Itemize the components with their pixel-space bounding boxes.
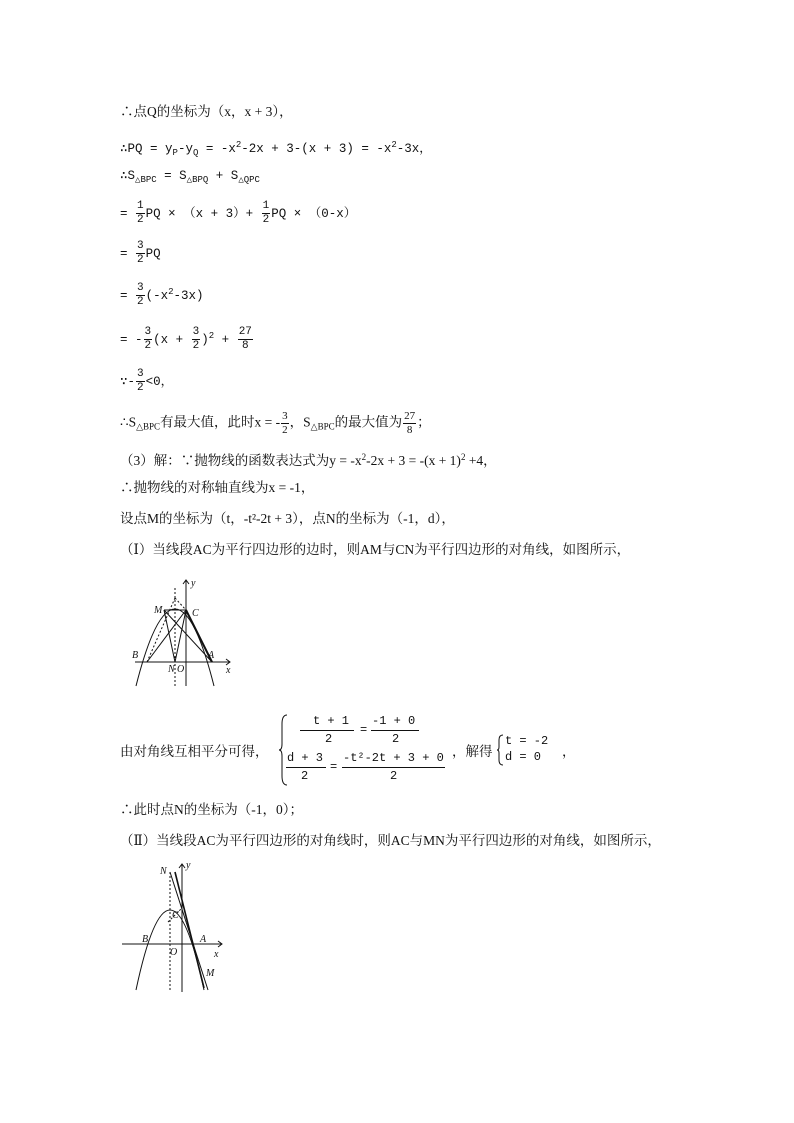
superscript: 2 bbox=[235, 140, 242, 150]
line-area-expand bbox=[120, 200, 356, 227]
fraction: $\frac{3}{2}$ bbox=[282, 410, 288, 436]
text: ，S bbox=[289, 414, 311, 430]
text: + bbox=[214, 332, 237, 347]
label-y: y bbox=[191, 578, 196, 589]
dashed-helper-2 bbox=[175, 598, 186, 610]
text: （3）解：∵抛物线的函数表达式为y = -x bbox=[120, 453, 362, 468]
text: +4， bbox=[465, 453, 497, 468]
text: ，解得 bbox=[452, 744, 493, 759]
label-x: x bbox=[226, 665, 231, 676]
eq1-right-den: 2 bbox=[392, 732, 400, 746]
line-diagonal-bisect bbox=[120, 743, 269, 761]
fraction: $\frac{3}{2}$ bbox=[137, 368, 144, 394]
text: ∴PQ = y bbox=[120, 142, 173, 156]
text: + S bbox=[208, 169, 239, 183]
eq2-eq: = bbox=[330, 760, 338, 774]
subscript: △BPC bbox=[136, 421, 161, 432]
segment-mn bbox=[164, 610, 175, 662]
label-c: C bbox=[172, 910, 179, 921]
line-case-one bbox=[120, 541, 630, 559]
fraction: $\frac{3}{2}$ bbox=[144, 326, 152, 352]
solve-label bbox=[452, 743, 493, 761]
label-o: O bbox=[170, 947, 178, 958]
text: 由对角线互相平分可得， bbox=[120, 744, 269, 759]
text: （Ⅰ）当线段AC为平行四边形的边时，则AM与CN为平行四边形的对角线，如图所示， bbox=[120, 542, 631, 557]
subscript: △BPC bbox=[135, 175, 157, 185]
label-x: x bbox=[214, 949, 219, 960]
eq2-left-num: d + 3 bbox=[287, 751, 324, 765]
line-substitute bbox=[120, 282, 204, 309]
text: -2x + 3-(x + 3) = -x bbox=[241, 142, 392, 156]
text: PQ × （x + 3）+ bbox=[145, 206, 261, 221]
text: ∴点Q的坐标为（x，x + 3）， bbox=[120, 104, 293, 119]
text: 设点M的坐标为（t，-t²-2t + 3），点N的坐标为（-1，d）， bbox=[120, 511, 455, 526]
label-c: C bbox=[192, 608, 199, 619]
eq1-right-bar bbox=[371, 730, 419, 731]
text: ； bbox=[417, 414, 431, 430]
label-n: N bbox=[160, 866, 167, 877]
fraction: $\frac{3}{2}$ bbox=[137, 240, 144, 266]
solve-comma bbox=[562, 743, 576, 761]
eq1-left-num: t + 1 bbox=[313, 714, 350, 728]
text: 的最大值为 bbox=[334, 414, 403, 430]
text: (x + bbox=[153, 332, 191, 347]
text: （Ⅱ）当线段AC为平行四边形的对角线时，则AC与MN为平行四边形的对角线，如图所示， bbox=[120, 833, 661, 848]
eq1-eq: = bbox=[360, 723, 368, 737]
solution-brace bbox=[496, 734, 504, 766]
eq2-right-num: -t²-2t + 3 + 0 bbox=[343, 751, 444, 765]
eq1-right-num: -1 + 0 bbox=[372, 714, 416, 728]
eq2-left-den: 2 bbox=[301, 769, 309, 783]
superscript: 2 bbox=[168, 286, 174, 297]
superscript: 2 bbox=[460, 452, 466, 462]
label-m: M bbox=[154, 605, 163, 616]
text: = bbox=[120, 288, 136, 303]
parabola-figure-one bbox=[130, 576, 235, 694]
line-pq-length bbox=[120, 136, 432, 162]
subscript: Q bbox=[192, 148, 199, 158]
text: PQ × （0-x） bbox=[271, 206, 357, 221]
text: = -x bbox=[198, 142, 236, 156]
label-b: B bbox=[132, 650, 139, 661]
text: = bbox=[120, 246, 136, 261]
line-case-two bbox=[120, 832, 661, 850]
label-o: O bbox=[177, 664, 185, 675]
line-set-points bbox=[120, 510, 455, 528]
fraction: $\frac{3}{2}$ bbox=[192, 326, 200, 352]
superscript: 2 bbox=[208, 330, 215, 341]
eq1-left-bar bbox=[300, 730, 354, 731]
parabola-figure-two bbox=[120, 860, 230, 996]
superscript: 2 bbox=[361, 452, 367, 462]
text: ∴S bbox=[120, 169, 136, 183]
text: (-x bbox=[145, 288, 169, 303]
fraction: $\frac{27}{8}$ bbox=[404, 410, 416, 436]
segment-ca bbox=[175, 872, 204, 988]
line-axis-of-symmetry bbox=[120, 479, 314, 497]
label-a: A bbox=[208, 650, 215, 661]
text: -3x， bbox=[396, 142, 432, 156]
label-b: B bbox=[142, 934, 149, 945]
text: 有最大值，此时x = - bbox=[160, 414, 281, 430]
solution-t: t = -2 bbox=[505, 734, 549, 748]
text: ∴抛物线的对称轴直线为x = -1， bbox=[120, 480, 315, 495]
fraction: $\frac{3}{2}$ bbox=[137, 282, 144, 308]
line-three-halves-pq bbox=[120, 240, 161, 267]
text: -y bbox=[177, 142, 193, 156]
superscript: 2 bbox=[391, 140, 397, 150]
label-a: A bbox=[200, 934, 207, 945]
line-area-sum bbox=[120, 167, 260, 189]
fraction: $\frac{1}{2}$ bbox=[137, 200, 144, 226]
line-q-coordinates bbox=[120, 103, 293, 121]
label-m: M bbox=[206, 968, 215, 979]
eq1-left-den: 2 bbox=[325, 732, 333, 746]
text: -3x) bbox=[173, 288, 204, 303]
label-n: N bbox=[168, 664, 175, 675]
subscript: △QPC bbox=[238, 175, 260, 185]
fraction: $\frac{27}{8}$ bbox=[238, 326, 252, 352]
text: = S bbox=[156, 169, 187, 183]
text: = bbox=[120, 206, 136, 221]
text: ∴S bbox=[120, 414, 137, 430]
text: ， bbox=[562, 744, 576, 759]
line-vertex-form bbox=[120, 326, 254, 353]
solution-d: d = 0 bbox=[505, 750, 542, 764]
line-max-value bbox=[120, 410, 431, 437]
left-brace bbox=[278, 714, 288, 786]
line-coefficient-negative bbox=[120, 368, 173, 395]
text: ∴此时点N的坐标为（-1，0）； bbox=[120, 802, 303, 817]
subscript: P bbox=[172, 148, 178, 158]
fraction: $\frac{1}{2}$ bbox=[262, 200, 270, 226]
text: <0， bbox=[145, 374, 174, 389]
text: = - bbox=[120, 332, 143, 347]
label-y: y bbox=[186, 860, 191, 871]
text: ∵- bbox=[120, 374, 136, 389]
line-n-coordinate bbox=[120, 801, 303, 819]
text: -2x + 3 = -(x + 1) bbox=[366, 453, 461, 468]
eq2-left-bar bbox=[286, 767, 326, 768]
eq2-right-den: 2 bbox=[390, 769, 398, 783]
line-part3-expression bbox=[120, 448, 497, 470]
text: ) bbox=[201, 332, 209, 347]
subscript: △BPQ bbox=[186, 175, 209, 185]
text: PQ bbox=[145, 246, 161, 261]
subscript: △BPC bbox=[310, 421, 335, 432]
eq2-right-bar bbox=[342, 767, 445, 768]
